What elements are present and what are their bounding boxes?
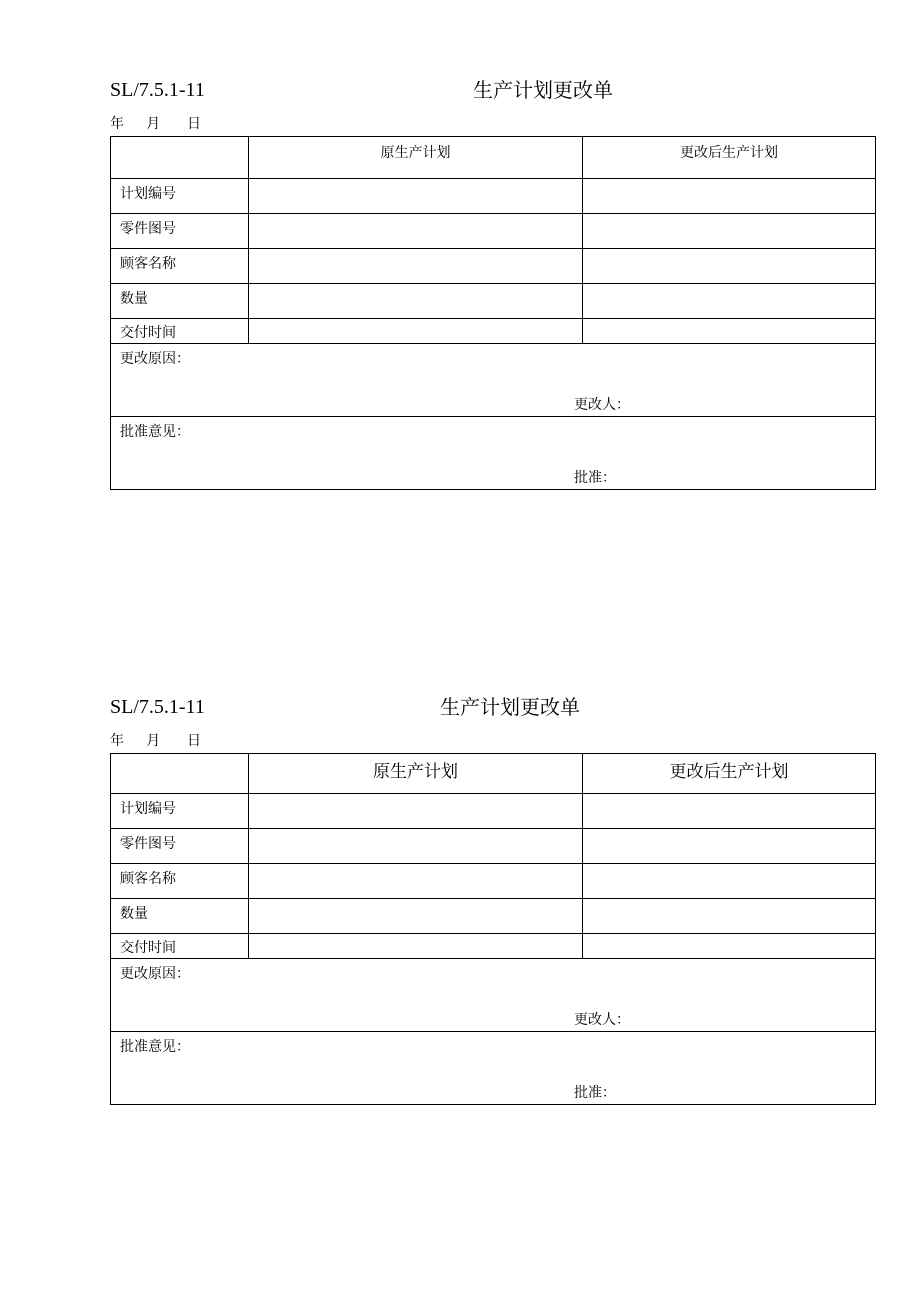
form-code: SL/7.5.1-11 bbox=[110, 696, 205, 718]
original-value-cell[interactable] bbox=[249, 214, 583, 249]
row-label: 零件图号 bbox=[111, 829, 249, 864]
row-label: 计划编号 bbox=[111, 794, 249, 829]
row-label: 零件图号 bbox=[111, 214, 249, 249]
column-header-original: 原生产计划 bbox=[249, 754, 583, 794]
revised-value-cell[interactable] bbox=[583, 864, 876, 899]
column-header-original: 原生产计划 bbox=[249, 137, 583, 179]
corner-cell bbox=[111, 137, 249, 179]
row-label: 顾客名称 bbox=[111, 864, 249, 899]
form-title: 生产计划更改单 bbox=[440, 695, 580, 719]
revised-value-cell[interactable] bbox=[583, 284, 876, 319]
row-label: 顾客名称 bbox=[111, 249, 249, 284]
approval-opinion-cell[interactable] bbox=[111, 417, 876, 490]
date-line: 年 月 日 bbox=[110, 116, 201, 132]
approver-label: 批准： bbox=[574, 470, 616, 486]
original-value-cell[interactable] bbox=[249, 864, 583, 899]
change-reason-label: 更改原因： bbox=[120, 351, 190, 367]
original-value-cell[interactable] bbox=[249, 794, 583, 829]
change-reason-cell[interactable] bbox=[111, 344, 876, 417]
corner-cell bbox=[111, 754, 249, 794]
original-value-cell[interactable] bbox=[249, 934, 583, 959]
revised-value-cell[interactable] bbox=[583, 794, 876, 829]
original-value-cell[interactable] bbox=[249, 319, 583, 344]
original-value-cell[interactable] bbox=[249, 179, 583, 214]
original-value-cell[interactable] bbox=[249, 829, 583, 864]
revised-value-cell[interactable] bbox=[583, 829, 876, 864]
changer-label: 更改人： bbox=[574, 1012, 630, 1028]
original-value-cell[interactable] bbox=[249, 284, 583, 319]
plan-table bbox=[110, 753, 876, 1105]
revised-value-cell[interactable] bbox=[583, 249, 876, 284]
original-value-cell[interactable] bbox=[249, 249, 583, 284]
approval-opinion-label: 批准意见： bbox=[120, 1039, 190, 1055]
approval-opinion-cell[interactable] bbox=[111, 1032, 876, 1105]
changer-label: 更改人： bbox=[574, 397, 630, 413]
row-label: 数量 bbox=[111, 284, 249, 319]
revised-value-cell[interactable] bbox=[583, 319, 876, 344]
approver-label: 批准： bbox=[574, 1085, 616, 1101]
date-line: 年 月 日 bbox=[110, 733, 201, 749]
change-reason-label: 更改原因： bbox=[120, 966, 190, 982]
change-reason-cell[interactable] bbox=[111, 959, 876, 1032]
revised-value-cell[interactable] bbox=[583, 934, 876, 959]
original-value-cell[interactable] bbox=[249, 899, 583, 934]
revised-value-cell[interactable] bbox=[583, 899, 876, 934]
form-title: 生产计划更改单 bbox=[473, 78, 613, 102]
row-label: 交付时间 bbox=[111, 934, 249, 959]
column-header-revised: 更改后生产计划 bbox=[583, 754, 876, 794]
form-code: SL/7.5.1-11 bbox=[110, 79, 205, 101]
row-label: 数量 bbox=[111, 899, 249, 934]
row-label: 计划编号 bbox=[111, 179, 249, 214]
column-header-revised: 更改后生产计划 bbox=[583, 137, 876, 179]
plan-table bbox=[110, 136, 876, 490]
revised-value-cell[interactable] bbox=[583, 214, 876, 249]
approval-opinion-label: 批准意见： bbox=[120, 424, 190, 440]
revised-value-cell[interactable] bbox=[583, 179, 876, 214]
row-label: 交付时间 bbox=[111, 319, 249, 344]
